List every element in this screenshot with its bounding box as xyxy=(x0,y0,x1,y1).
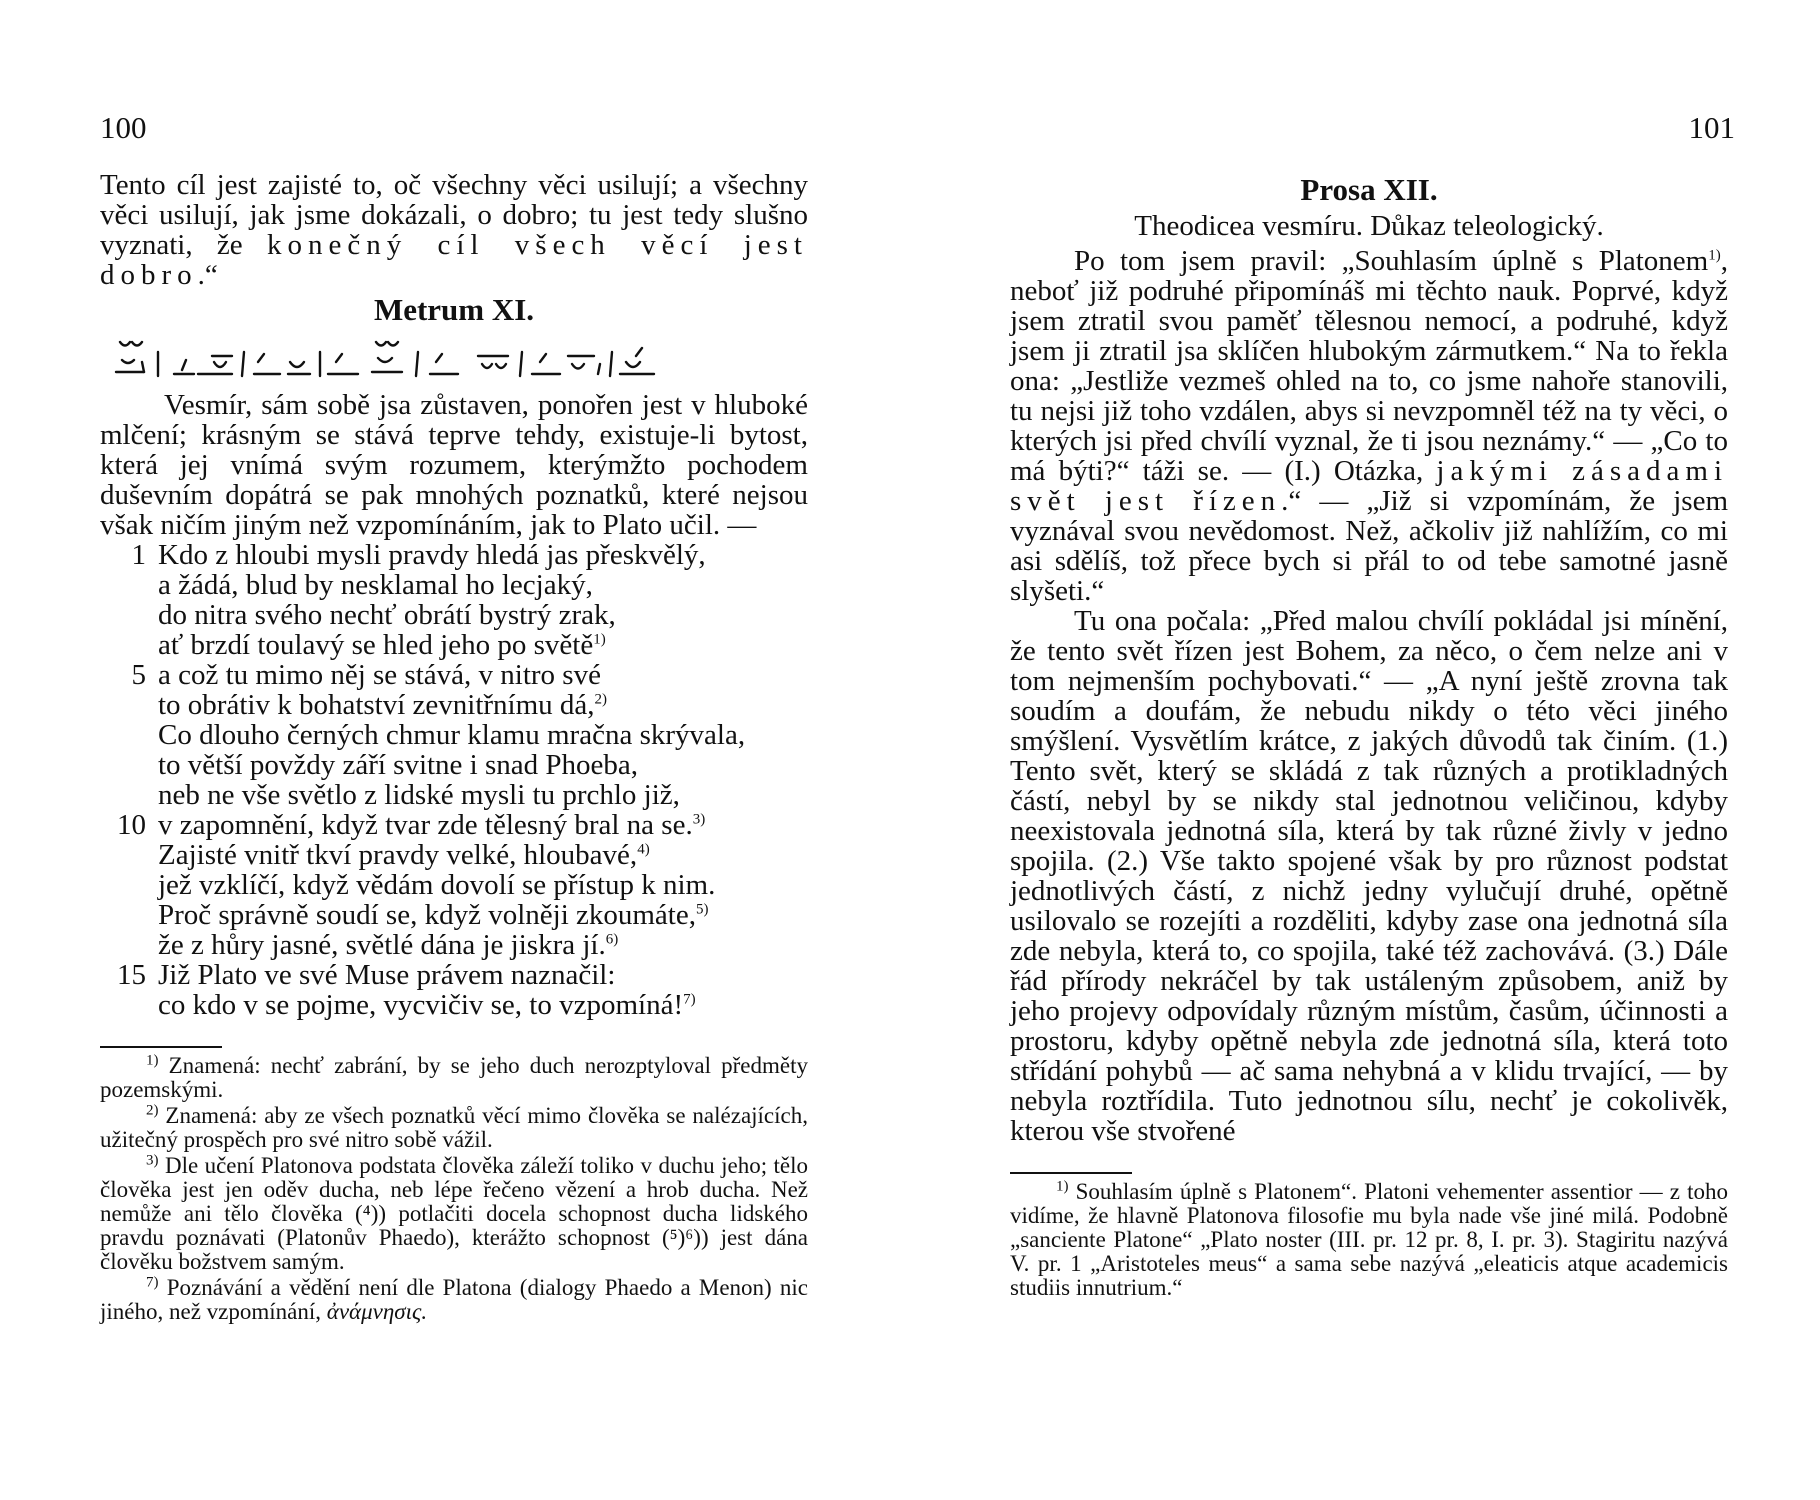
footnote-marker: 1) xyxy=(1708,247,1721,264)
paragraph-text: .“ — „Již si vzpomínám, že jsem vyznával svou nevědomost. Než, ačkoliv již nahlížím, co mi asi sdělíš, tož přece bych si přál to od tebe samotné jasně slyšeti.“ xyxy=(1010,485,1728,607)
footnote-marker: 7) xyxy=(683,991,696,1008)
left-footnotes xyxy=(100,1054,808,1324)
metrical-scheme-graphic xyxy=(114,334,808,382)
verse-words: a což tu mimo něj se stává, v nitro své xyxy=(158,659,601,691)
footnote-number: 3) xyxy=(146,1152,159,1169)
verse-words: že z hůry jasné, světlé dána je jiskra jí. xyxy=(158,929,606,961)
right-footnotes xyxy=(1010,1180,1728,1300)
verse-words: ať brzdí toulavý se hled jeho po světě xyxy=(158,629,594,661)
paragraph-text: Po tom jsem pravil: „Souhlasím úplně s Platonem xyxy=(1074,245,1709,277)
page-number-left: 100 xyxy=(100,110,147,145)
verse-line xyxy=(100,960,808,990)
footnote xyxy=(100,1104,808,1152)
verse-number xyxy=(100,900,158,930)
footnote-marker: 1) xyxy=(593,631,606,648)
verse-number xyxy=(100,840,158,870)
verse-text xyxy=(158,660,808,690)
verse-words: to větší povždy září svitne i snad Phoeba, xyxy=(158,749,639,781)
verse-words: co kdo v se pojme, vycvičiv se, to vzpomíná! xyxy=(158,989,684,1021)
verse-line xyxy=(100,660,808,690)
footnote xyxy=(1010,1180,1728,1300)
right-paragraph-2: Tu ona počala: „Před malou chvílí pokládal jsi mínění, že tento svět řízen jest Bohem, za něco, o čem nelze ani v tom nejmenším pochybovati.“ — „A nyní ještě zrovna tak soudím a doufám, že nebudu nikdy o této věci jiného smýšlení. Vysvětlím krátce, z jakých důvodů tak činím. (1.) Tento svět, který se skládá z tak různých a protikladných částí, nebyl by se nikdy stal jednotnou veličinou, kdyby neexistovala jednotná síla, která by tak různé živly v jedno spojila. (2.) Vše takto spojené však by pro různost podstat jednotlivých částí, z nichž jedny vylučují druhé, opětně usilovalo se rozejíti a rozděliti, kdyby zase ona jednotná síla zde nebyla, která to, co spojila, také též zachovává. (3.) Dále řád přírody nekráčel by tak ustáleným způsobem, aniž by jeho projevy odpovídaly různým místům, časům, účinnosti a prostoru, kdyby opětně nebyla zde jednotná síla, která toto střídání pohybů — ač sama nehybná a v klidu trvající, — by nebyla roztřídila. Tuto jednotnou sílu, nechť je cokolivěk, kterou vše stvořené xyxy=(1010,605,1728,1147)
verse-words: neb ne vše světlo z lidské mysli tu prchlo již, xyxy=(158,779,680,811)
verse-line xyxy=(100,540,808,570)
metrical-scheme-icon xyxy=(114,334,714,382)
footnote-marker: 2) xyxy=(594,691,608,708)
verse-text xyxy=(158,780,808,810)
footnote-text: Znamená: nechť zabrání, by se jeho duch nerozptyloval předměty pozemskými. xyxy=(100,1053,808,1102)
page-number-right: 101 xyxy=(1688,110,1735,145)
footnote-number: 1) xyxy=(146,1052,159,1069)
footnote-text: Souhlasím úplně s Platonem“. Platoni vehementer assentior — z toho vidíme, že hlavně Platonova filosofie mu byla nade vše jiné milá. Podobně „sanciente Platone“ „Plato noster (III. pr. 12 pr. 8, I. pr. 3). Stagiritu nazývá V. pr. 1 „Aristoteles meus“ a sama sebe nazývá „eleaticis atque academicis studiis innutrium.“ xyxy=(1010,1179,1729,1300)
footnote-marker: 3) xyxy=(692,811,706,828)
verse-words: do nitra svého nechť obrátí bystrý zrak, xyxy=(158,599,616,631)
verse-line xyxy=(100,870,808,900)
footnote-marker: 6) xyxy=(605,931,619,948)
verse-number xyxy=(100,750,158,780)
verse-block xyxy=(100,540,808,1020)
verse-number: 15 xyxy=(117,959,146,991)
prosa-heading: Prosa XII. xyxy=(1300,172,1438,207)
intro-paragraph xyxy=(100,170,808,290)
verse-number xyxy=(100,780,158,810)
verse-number: 1 xyxy=(131,539,146,571)
verse-text xyxy=(158,990,808,1020)
verse-line xyxy=(100,750,808,780)
intro-spaced-text: konečný cíl všech věcí jest dobro xyxy=(100,229,808,291)
verse-number xyxy=(100,720,158,750)
footnote-number: 1) xyxy=(1056,1178,1069,1195)
verse-number xyxy=(100,570,158,600)
verse-text xyxy=(158,690,808,720)
verse-number: 5 xyxy=(131,659,146,691)
verse-line xyxy=(100,990,808,1020)
greek-word: ἀνάμνησις. xyxy=(326,1299,428,1324)
verse-text xyxy=(158,750,808,780)
metrum-heading: Metrum XI. xyxy=(373,292,535,327)
intro-end: .“ xyxy=(197,259,218,291)
right-paragraph-1 xyxy=(1010,246,1728,606)
right-page xyxy=(910,0,1820,1500)
footnote-text: Poznávání a vědění není dle Platona (dialogy Phaedo a Menon) nic jiného, než vzpomínání, xyxy=(100,1275,808,1324)
footnote-divider xyxy=(1010,1172,1132,1174)
footnote-text: Dle učení Platonova podstata člověka záleží toliko v duchu jeho; tělo člověka jest jen oděv ducha, neb lépe řečeno vězení a hrob ducha. Než nemůže ani tělo člověka (⁴)) potlačiti docela schopnost ducha lidského pravdu poznávati (Platonův Phaedo), kterážto schopnost (⁵)⁶)) jest dána člověku božstvem samým. xyxy=(100,1153,809,1274)
verse-line xyxy=(100,720,808,750)
prose-paragraph: Vesmír, sám sobě jsa zůstaven, ponořen jest v hluboké mlčení; krásným se stává teprve tehdy, existuje-li bytost, která jej vnímá svým rozumem, kterýmžto pochodem duševním dopátrá se pak mnohých poznatků, které nejsou však ničím jiným než vzpomínáním, jak to Plato učil. — xyxy=(100,389,808,541)
verse-line xyxy=(100,840,808,870)
verse-number xyxy=(100,990,158,1020)
verse-text xyxy=(158,930,808,960)
verse-number xyxy=(100,870,158,900)
verse-line xyxy=(100,570,808,600)
right-text-column xyxy=(1010,170,1728,1302)
verse-text xyxy=(158,810,808,840)
verse-text xyxy=(158,960,808,990)
footnote-number: 2) xyxy=(146,1102,159,1119)
verse-words: jež vzklíčí, když vědám dovolí se přístup k nim. xyxy=(158,869,716,901)
footnote-marker: 4) xyxy=(637,841,650,858)
verse-line xyxy=(100,690,808,720)
verse-words: to obrátiv k bohatství zevnitřnímu dá, xyxy=(158,689,595,721)
verse-text xyxy=(158,570,808,600)
verse-line xyxy=(100,900,808,930)
footnote xyxy=(100,1154,808,1274)
verse-number: 10 xyxy=(117,809,146,841)
left-text-column xyxy=(100,170,808,1326)
footnote-number: 7) xyxy=(146,1274,159,1291)
spaced-phrase: jakými zásadami svět jest řízen xyxy=(1010,455,1728,517)
verse-text xyxy=(158,630,808,660)
verse-line xyxy=(100,810,808,840)
footnote xyxy=(100,1276,808,1324)
verse-words: Co dlouho černých chmur klamu mračna skrývala, xyxy=(158,719,746,751)
verse-words: Proč správně soudí se, když volněji zkoumáte, xyxy=(158,899,696,931)
intro-text: Tento cíl jest zajisté to, oč všechny věci usilují; a všechny věci usilují, jak jsme dokázali, o dobro; tu jest tedy slušno vyznati, že xyxy=(100,169,808,261)
verse-text xyxy=(158,900,808,930)
verse-text xyxy=(158,720,808,750)
paragraph-text: , neboť již podruhé připomínáš mi těchto nauk. Poprvé, když jsem ztratil svou paměť tělesnou nemocí, a podruhé, když jsem ji ztratil jsa sklíčen hlubokým zármutkem.“ Na to řekla ona: „Jestliže vezmeš ohled na to, co jsme nahoře stanovili, tu nejsi již toho vzdálen, abys si nevzpomněl též na ty věci, o kterých jsi před chvílí vyznal, že ti jsou neznámy.“ — „Co to má býti?“ táži se. — (I.) Otázka, xyxy=(1010,245,1728,487)
verse-text xyxy=(158,540,808,570)
verse-words: Kdo z hloubi mysli pravdy hledá jas přeskvělý, xyxy=(158,539,706,571)
footnote-text: Znamená: aby ze všech poznatků věcí mimo člověka se nalézajících, užitečný prospěch pro své nitro sobě vážil. xyxy=(100,1103,808,1152)
verse-line xyxy=(100,930,808,960)
verse-number xyxy=(100,930,158,960)
prosa-subheading: Theodicea vesmíru. Důkaz teleologický. xyxy=(1134,210,1604,242)
verse-number xyxy=(100,690,158,720)
verse-words: Již Plato ve své Muse právem naznačil: xyxy=(158,959,616,991)
footnote-divider xyxy=(100,1046,222,1048)
verse-number xyxy=(100,600,158,630)
verse-line xyxy=(100,600,808,630)
verse-text xyxy=(158,840,808,870)
verse-words: v zapomnění, když tvar zde tělesný bral na se. xyxy=(158,809,693,841)
verse-number xyxy=(100,630,158,660)
verse-line xyxy=(100,780,808,810)
verse-line xyxy=(100,630,808,660)
verse-text xyxy=(158,870,808,900)
verse-words: Zajisté vnitř tkví pravdy velké, hloubavé, xyxy=(158,839,638,871)
verse-words: a žádá, blud by nesklamal ho lecjaký, xyxy=(158,569,593,601)
footnote-marker: 5) xyxy=(696,901,709,918)
footnote xyxy=(100,1054,808,1102)
verse-text xyxy=(158,600,808,630)
